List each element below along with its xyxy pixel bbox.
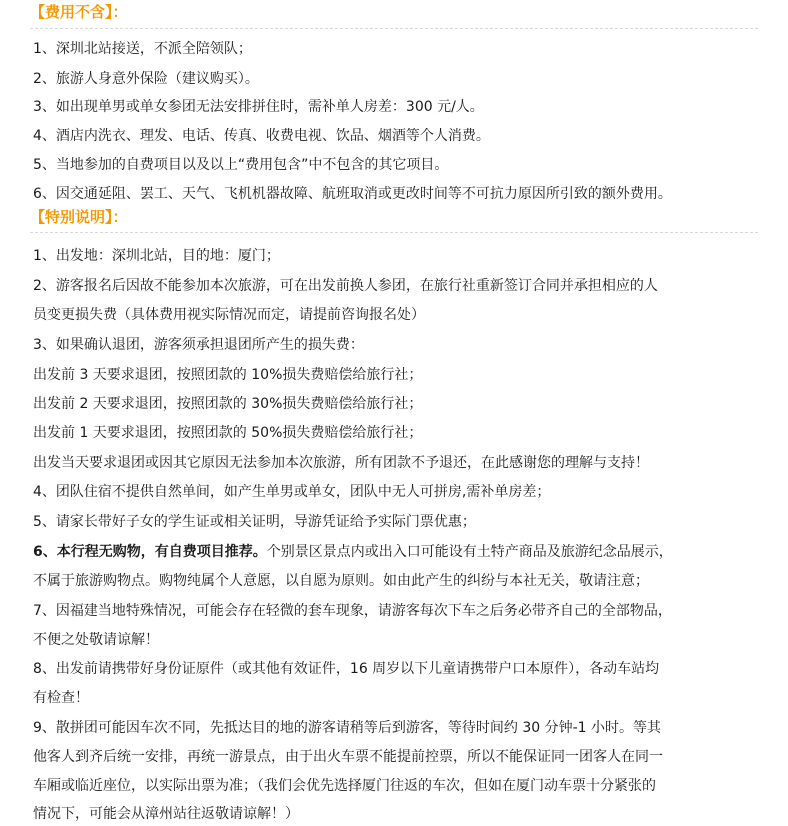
fee-excluded-item: 2、旅游人身意外保险（建议购买）。 bbox=[33, 71, 259, 87]
fee-excluded-item: 6、因交通延阻、罢工、天气、飞机机器故障、航班取消或更改时间等不可抗力原因所引致的额外费用。 bbox=[33, 186, 672, 202]
special-note-line: 情况下，可能会从漳州站往返敬请谅解！） bbox=[33, 806, 299, 822]
special-note-line: 7、因福建当地特殊情况，可能会存在轻微的套车现象，请游客每次下车之后务必带齐自己的全部物品， bbox=[33, 603, 672, 619]
special-note-line: 出发前 2 天要求退团，按照团款的 30%损失费赔偿给旅行社； bbox=[33, 396, 423, 412]
fee-excluded-item: 3、如出现单男或单女参团无法安排拼住时，需补单人房差：300 元/人。 bbox=[33, 99, 484, 115]
special-note-line: 车厢或临近座位，以实际出票为准；（我们会优先选择厦门往返的车次，但如在厦门动车票十分紧张的 bbox=[33, 778, 656, 794]
fee-excluded-divider bbox=[30, 28, 758, 29]
special-note-line: 2、游客报名后因故不能参加本次旅游，可在出发前换人参团，在旅行社重新签订合同并承担相应的人 bbox=[33, 278, 658, 294]
special-notes-divider bbox=[30, 232, 758, 233]
no-shopping-highlight: 6、本行程无购物，有自费项目推荐。 bbox=[33, 544, 267, 560]
special-note-line: 1、出发地：深圳北站，目的地：厦门； bbox=[33, 248, 280, 264]
special-note-line: 他客人到齐后统一安排，再统一游景点，由于出火车票不能提前控票，所以不能保证同一团客人在同一 bbox=[33, 749, 663, 765]
special-note-line: 有检查！ bbox=[33, 690, 89, 706]
fee-excluded-item: 5、当地参加的自费项目以及以上“费用包含”中不包含的其它项目。 bbox=[33, 157, 449, 173]
special-note-line: 3、如果确认退团，游客须承担退团所产生的损失费： bbox=[33, 337, 364, 353]
fee-excluded-item: 1、深圳北站接送，不派全陪领队； bbox=[33, 41, 252, 57]
special-note-line: 8、出发前请携带好身份证原件（或其他有效证件，16 周岁以下儿童请携带户口本原件），各动车站均 bbox=[33, 661, 660, 677]
special-note-line: 4、团队住宿不提供自然单间，如产生单男或单女，团队中无人可拼房,需补单房差； bbox=[33, 484, 551, 500]
special-note-line: 5、请家长带好子女的学生证或相关证明，导游凭证给予实际门票优惠； bbox=[33, 514, 476, 530]
special-notes-title: 【特别说明】： bbox=[30, 208, 128, 226]
special-note-line: 9、散拼团可能因车次不同，先抵达目的地的游客请稍等后到游客，等待时间约 30 分钟-1 小时。等其 bbox=[33, 720, 662, 736]
special-note-line: 不属于旅游购物点。购物纯属个人意愿，以自愿为原则。如由此产生的纠纷与本社无关，敬请注意； bbox=[33, 573, 649, 589]
special-note-line: 员变更损失费（具体费用视实际情况而定，请提前咨询报名处） bbox=[33, 307, 425, 323]
fee-excluded-title: 【费用不含】： bbox=[30, 3, 128, 21]
fee-excluded-item: 4、酒店内洗衣、理发、电话、传真、收费电视、饮品、烟酒等个人消费。 bbox=[33, 128, 490, 144]
special-note-line: 出发前 3 天要求退团，按照团款的 10%损失费赔偿给旅行社； bbox=[33, 367, 423, 383]
special-note-text: 个别景区景点内或出入口可能设有土特产商品及旅游纪念品展示， bbox=[266, 544, 673, 560]
special-note-line: 出发前 1 天要求退团，按照团款的 50%损失费赔偿给旅行社； bbox=[33, 425, 423, 441]
special-note-line: 不便之处敬请谅解！ bbox=[33, 632, 159, 648]
special-note-line: 出发当天要求退团或因其它原因无法参加本次旅游，所有团款不予退还，在此感谢您的理解与支持！ bbox=[33, 455, 649, 471]
special-note-line bbox=[33, 542, 673, 562]
